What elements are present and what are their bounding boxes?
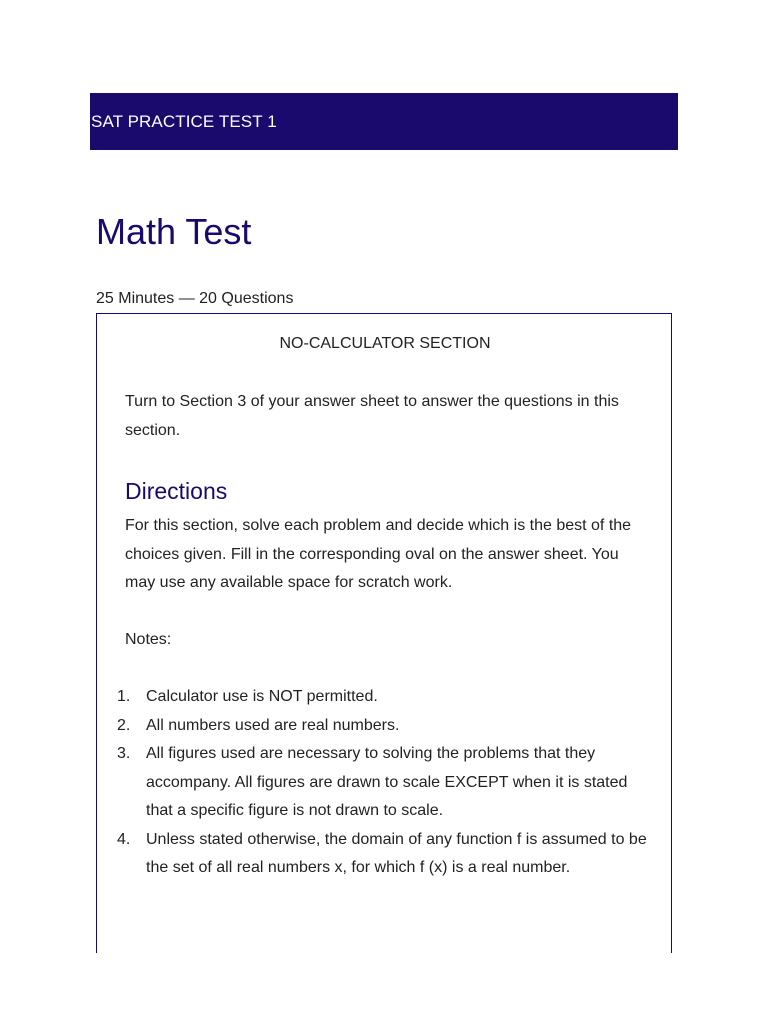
section-title: NO-CALCULATOR SECTION [279, 335, 491, 352]
banner-title: SAT PRACTICE TEST 1 [91, 111, 277, 131]
list-item-text: Unless stated otherwise, the domain of any function f is assumed to be the set of all real numbers x, for which f (x) is a real number. [146, 830, 647, 876]
notes-label: Notes: [125, 631, 172, 648]
list-item-text: Calculator use is NOT permitted. [146, 688, 378, 705]
section-intro: Turn to Section 3 of your answer sheet to answer the questions in this section. [125, 393, 619, 439]
header-banner [90, 93, 678, 150]
list-item [117, 683, 647, 712]
list-item-number: 4. [117, 830, 131, 848]
list-item [117, 740, 647, 826]
directions-text: For this section, solve each problem and decide which is the best of the choices given. Fill in the corresponding oval on the answer sheet. You may use any available space for scratch work. [125, 517, 632, 591]
test-duration: 25 Minutes — 20 Questions [96, 290, 294, 307]
list-item-number: 2. [117, 716, 131, 734]
list-item-number: 3. [117, 745, 131, 762]
list-item [117, 826, 647, 883]
directions-heading: Directions [125, 478, 228, 504]
list-item-text: All numbers used are real numbers. [146, 716, 400, 734]
list-item-number: 1. [117, 688, 131, 705]
instructions-box [96, 313, 672, 953]
list-item-text: All figures used are necessary to solving the problems that they accompany. All figures are drawn to scale EXCEPT when it is stated that a specific figure is not drawn to scale. [146, 745, 628, 819]
page-title: Math Test [96, 211, 252, 252]
notes-list [117, 683, 647, 883]
list-item [117, 712, 647, 741]
